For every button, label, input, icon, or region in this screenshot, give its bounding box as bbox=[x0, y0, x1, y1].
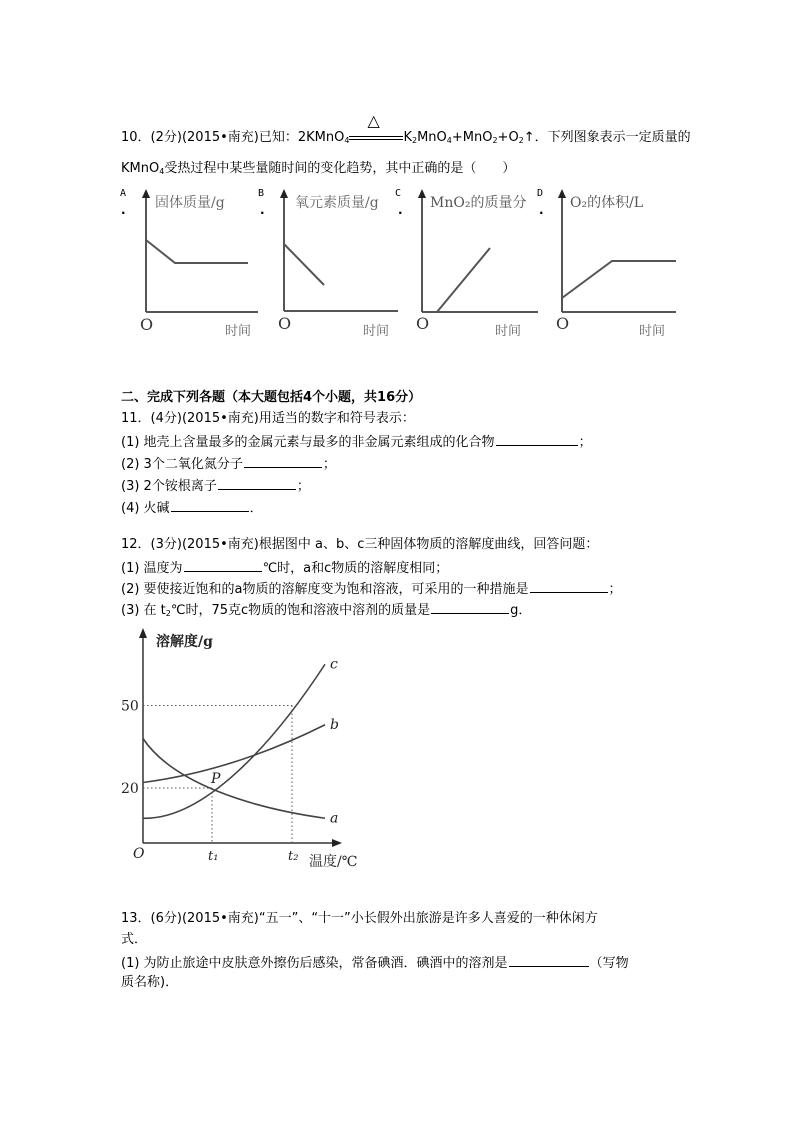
subscript: 4 bbox=[159, 167, 165, 176]
q10-question: 受热过程中某些量随时间的变化趋势，其中正确的是（ ） bbox=[164, 161, 516, 176]
y-axis-arrow-icon bbox=[142, 189, 150, 198]
q12-item-text: ℃时，75克c物质的饱和溶液中溶剂的质量是 bbox=[170, 603, 431, 618]
option-a-graph[interactable] bbox=[115, 185, 260, 340]
option-d-graph[interactable] bbox=[535, 185, 680, 340]
q13-item-1 bbox=[121, 954, 629, 972]
answer-blank[interactable] bbox=[509, 954, 589, 967]
q11-item-2 bbox=[121, 455, 336, 473]
option-letter: D bbox=[537, 188, 544, 199]
solubility-chart bbox=[110, 622, 370, 882]
graph-line bbox=[562, 261, 676, 298]
option-dot: . bbox=[260, 203, 265, 217]
formula-o2: +O bbox=[497, 130, 519, 145]
option-b-graph[interactable] bbox=[255, 185, 400, 340]
x-axis-label: 温度/℃ bbox=[309, 854, 358, 870]
origin-label: O bbox=[140, 315, 154, 334]
option-letter: C bbox=[395, 188, 402, 199]
option-letter: B bbox=[258, 188, 265, 199]
delta-icon: △ bbox=[367, 111, 380, 130]
q12-item-text: (3) 在 t bbox=[121, 603, 166, 618]
y-tick-20: 20 bbox=[121, 781, 139, 797]
q11-item-text: (2) 3个二氧化氮分子 bbox=[121, 457, 243, 472]
punctuation: ； bbox=[578, 435, 592, 450]
formula-kmno4: KMnO bbox=[121, 161, 160, 176]
q11-item-text: (3) 2个铵根离子 bbox=[121, 479, 217, 494]
q13-stem-line2: 式． bbox=[121, 932, 148, 947]
q12-item-text: ℃时，a和c物质的溶解度相同； bbox=[262, 561, 449, 576]
q13-item-text: (1) 为防止旅途中皮肤意外擦伤后感染，常备碘酒．碘酒中的溶剂是 bbox=[121, 956, 508, 971]
formula-mno2: +MnO bbox=[451, 130, 493, 145]
curve-c bbox=[143, 664, 325, 818]
option-c-graph[interactable] bbox=[395, 185, 540, 340]
x-axis-arrow-icon bbox=[332, 839, 342, 847]
x-axis-label: 时间 bbox=[639, 324, 666, 339]
punctuation: ； bbox=[322, 457, 336, 472]
y-axis-label: 固体质量/g bbox=[155, 195, 225, 211]
answer-blank[interactable] bbox=[171, 499, 249, 512]
y-axis-arrow-icon bbox=[418, 189, 426, 198]
answer-blank[interactable] bbox=[496, 433, 578, 446]
origin-label: O bbox=[416, 314, 430, 333]
y-axis-arrow-icon bbox=[558, 189, 566, 198]
y-axis-label: MnO₂的质量分 bbox=[430, 195, 527, 211]
y-axis-arrow-icon bbox=[139, 628, 147, 638]
option-letter: A bbox=[120, 188, 127, 199]
punctuation: ； bbox=[296, 479, 310, 494]
y-axis-arrow-icon bbox=[280, 189, 288, 198]
x-axis-label: 时间 bbox=[363, 324, 390, 339]
answer-blank[interactable] bbox=[184, 559, 262, 572]
curve-label-a: a bbox=[330, 810, 339, 827]
section-2-title: 二、完成下列各题（本大题包括4个小题，共16分） bbox=[121, 390, 422, 405]
answer-blank[interactable] bbox=[530, 580, 608, 593]
subscript: 2 bbox=[411, 136, 418, 145]
curve-label-b: b bbox=[330, 716, 339, 733]
q12-item-1 bbox=[121, 559, 448, 577]
origin-label: O bbox=[556, 314, 570, 333]
q11-item-1 bbox=[121, 433, 592, 451]
origin-label: O bbox=[278, 314, 292, 333]
answer-blank[interactable] bbox=[431, 601, 509, 614]
origin-label: O bbox=[133, 846, 145, 862]
q12-item-text: g． bbox=[510, 603, 532, 618]
subscript: 4 bbox=[446, 136, 452, 145]
y-axis-label: 氧元素质量/g bbox=[295, 195, 379, 211]
subscript: 4 bbox=[344, 136, 350, 145]
q10-prefix: 10．(2分)(2015•南充)已知：2KMnO bbox=[121, 130, 345, 145]
q11-item-3 bbox=[121, 477, 310, 495]
q12-item-text: (2) 要使接近饱和的a物质的溶解度变为饱和溶液，可采用的一种措施是 bbox=[121, 582, 529, 597]
option-dot: . bbox=[121, 203, 126, 217]
graph-line bbox=[284, 244, 324, 285]
q10-stem-line2 bbox=[121, 161, 515, 177]
heat-equals-sign bbox=[349, 111, 403, 143]
q11-item-4 bbox=[121, 499, 263, 517]
x-axis-label: 时间 bbox=[495, 324, 522, 339]
punctuation: ； bbox=[608, 582, 622, 597]
q11-stem: 11．(4分)(2015•南充)用适当的数字和符号表示： bbox=[121, 411, 415, 426]
y-axis-label: O₂的体积/L bbox=[570, 195, 644, 211]
y-axis-label: 溶解度/g bbox=[156, 634, 213, 650]
answer-blank[interactable] bbox=[218, 477, 296, 490]
x-tick-label: t₂ bbox=[288, 849, 299, 864]
q10-stem-line1 bbox=[121, 111, 691, 146]
point-p-label: P bbox=[211, 771, 221, 787]
q13-item-text: （写物 bbox=[589, 956, 629, 971]
subscript: 2 bbox=[492, 136, 498, 145]
q13-stem-line1: 13．(6分)(2015•南充)“五一”、“十一”小长假外出旅游是许多人喜爱的一种休闲方 bbox=[121, 911, 598, 926]
option-dot: . bbox=[539, 203, 544, 217]
q11-item-text: (1) 地壳上含量最多的金属元素与最多的非金属元素组成的化合物 bbox=[121, 435, 495, 450]
subscript: 2 bbox=[518, 136, 524, 145]
formula-mno: MnO bbox=[417, 130, 447, 145]
answer-blank[interactable] bbox=[244, 455, 322, 468]
curve-label-c: c bbox=[330, 656, 338, 673]
option-dot: . bbox=[398, 203, 403, 217]
graph-line bbox=[146, 240, 248, 263]
subscript: 2 bbox=[165, 609, 171, 618]
q12-stem: 12．(3分)(2015•南充)根据图中 a、b、c三种固体物质的溶解度曲线，回答问题： bbox=[121, 537, 599, 552]
punctuation: ． bbox=[249, 501, 263, 516]
q13-item-1-line2: 质名称)． bbox=[121, 975, 179, 990]
x-tick-label: t₁ bbox=[208, 849, 219, 864]
q12-item-text: (1) 温度为 bbox=[121, 561, 183, 576]
q12-item-2 bbox=[121, 580, 622, 598]
q12-item-3 bbox=[121, 601, 531, 619]
q11-item-text: (4) 火碱 bbox=[121, 501, 170, 516]
q10-suffix: ↑．下列图象表示一定质量的 bbox=[523, 130, 691, 145]
graph-line bbox=[437, 248, 490, 312]
formula-k: K bbox=[403, 130, 412, 145]
x-axis-label: 时间 bbox=[225, 324, 252, 339]
y-tick-50: 50 bbox=[121, 698, 139, 715]
